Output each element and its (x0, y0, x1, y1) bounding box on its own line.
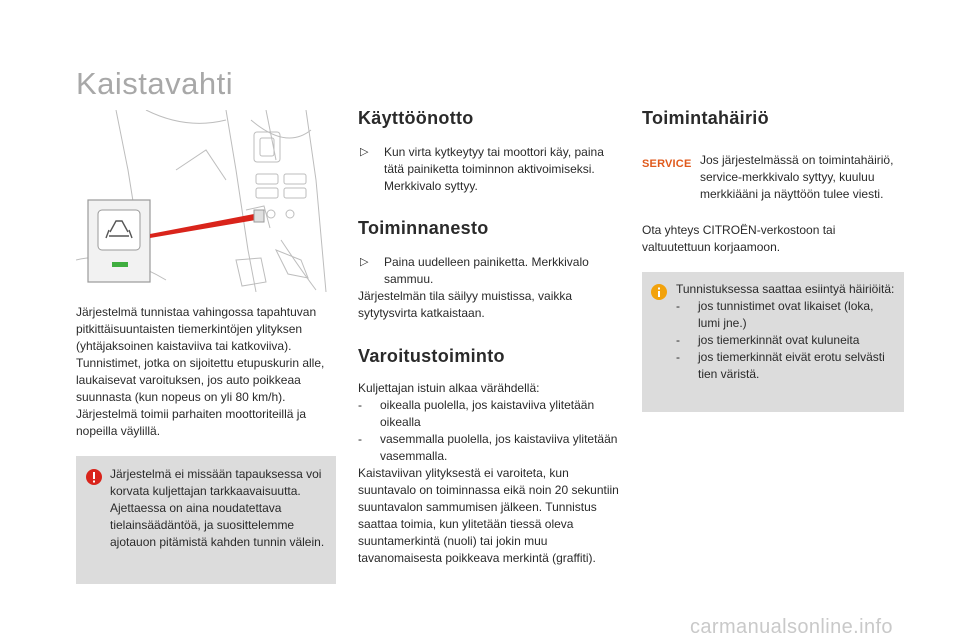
info-box (642, 272, 904, 412)
alert-intro: Kuljettajan istuin alkaa värähdellä: (358, 381, 540, 395)
system-description: Järjestelmä tunnistaa vahingossa tapahtuvan pitkittäisuuntaisten tiemerkintöjen ylityksen (yhtäjaksoinen kaistaviiva tai katkoviiva). Tunnistimet, jotka on sijoitettu etupuskurin alle, laukaisevat varoituksen, jos auto poikkeaa suunnasta (kun nopeus on yli 80 km/h). Järjestelmä toimii parhaiten moottoriteillä ja nopeilla väylillä. (76, 305, 325, 438)
list-item: - jos tiemerkinnät ovat kuluneita (676, 333, 860, 347)
malfunction-heading: Toimintahäiriö (642, 108, 769, 128)
activation-text: Kun virta kytkeytyy tai moottori käy, paina tätä painiketta toiminnon aktivoimiseksi. Merkkivalo syttyy. (384, 145, 604, 193)
triangle-bullet-icon: ▷ (360, 256, 369, 268)
watermark: carmanualsonline.info (690, 616, 893, 638)
alert-heading: Varoitustoiminto (358, 346, 505, 366)
deactivation-memory-text: Järjestelmän tila säilyy muistissa, vaikka sytytysvirta katkaistaan. (358, 289, 573, 320)
deactivation-bullet (358, 254, 624, 288)
dashboard-illustration (76, 110, 336, 292)
activation-bullet (358, 144, 624, 195)
warning-text: Järjestelmä ei missään tapauksessa voi korvata kuljettajan tarkkaavaisuutta. Ajettaessa on aina noudatettava tielainsäädäntöä, ja suosittelemme ajotauon pitämistä kahden tunnin välein. (110, 467, 325, 549)
info-intro: Tunnistuksessa saattaa esiintyä häiriöitä: (676, 282, 895, 296)
list-item: - jos tunnistimet ovat likaiset (loka, lumi jne.) (676, 299, 874, 330)
triangle-bullet-icon: ▷ (360, 146, 369, 158)
deactivation-text: Paina uudelleen painiketta. Merkkivalo sammuu. (384, 255, 589, 286)
alert-details: Kaistaviivan ylityksestä ei varoiteta, kun suuntavalo on toiminnassa eikä noin 20 sekuntiin suuntavalon sammumisen jälkeen. Tunnistus saattaa toimia, kun ylitetään tiessä oleva suuntamerkintä (nuoli) tai jokin muu tavanomaisesta poikkeava merkintä (graffiti). (358, 466, 619, 565)
page-title: Kaistavahti (76, 66, 234, 101)
list-item: - vasemmalla puolella, jos kaistaviiva ylitetään vasemmalla. (358, 432, 618, 463)
list-item: - jos tiemerkinnät eivät erotu selvästi tien väristä. (676, 350, 885, 381)
activation-heading: Käyttöönotto (358, 108, 474, 128)
deactivation-heading: Toiminnanesto (358, 218, 489, 238)
contact-text: Ota yhteys CITROËN-verkostoon tai valtuutettuun korjaamoon. (642, 223, 836, 254)
warning-icon (86, 469, 102, 485)
service-text: Jos järjestelmässä on toimintahäiriö, service-merkkivalo syttyy, kuuluu merkkiääni ja näyttöön tulee viesti. (700, 153, 894, 201)
warning-box (76, 456, 336, 584)
service-warning-icon: SERVICE (642, 158, 692, 170)
info-icon (651, 284, 667, 300)
info-text (676, 281, 898, 383)
list-item: - oikealla puolella, jos kaistaviiva ylitetään oikealla (358, 398, 595, 429)
